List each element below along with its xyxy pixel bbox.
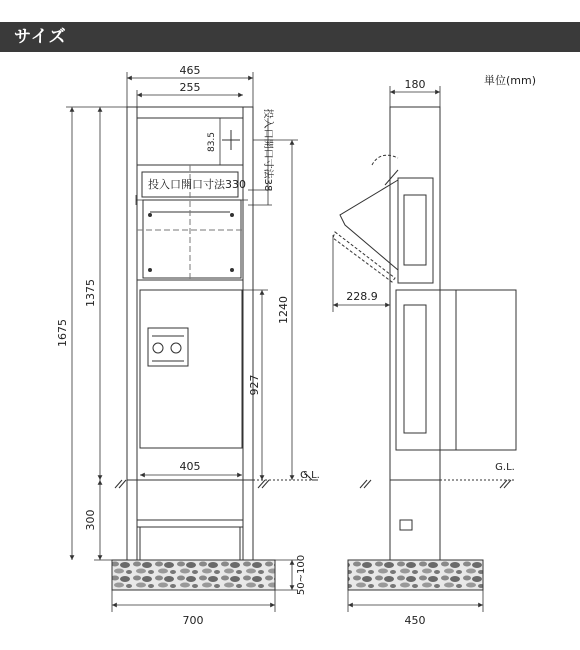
lower-box bbox=[140, 290, 242, 448]
right-post bbox=[243, 107, 253, 560]
dim-offset-small: 83.5 bbox=[207, 131, 217, 153]
dim-opening-width: 投入口開口寸法330 bbox=[148, 178, 246, 191]
dim-height-slot: 1240 bbox=[277, 296, 290, 324]
bottom-plate bbox=[137, 520, 243, 560]
left-post bbox=[127, 107, 137, 560]
unit-label: 単位(mm) bbox=[484, 74, 537, 87]
side-view bbox=[333, 107, 516, 560]
dim-flap-projection: 228.9 bbox=[346, 290, 378, 303]
dim-base-height: 50~100 bbox=[296, 554, 307, 596]
side-post bbox=[390, 107, 440, 560]
dim-width-inner: 255 bbox=[179, 81, 201, 94]
dim-height-above-gl: 1375 bbox=[84, 279, 97, 307]
section-title: サイズ bbox=[14, 27, 67, 47]
dim-side-base-width: 450 bbox=[404, 614, 426, 627]
front-stone-base bbox=[112, 560, 275, 590]
side-ground-marks bbox=[360, 480, 515, 488]
dim-height-total: 1675 bbox=[56, 319, 69, 347]
dim-side-depth: 180 bbox=[404, 78, 426, 91]
side-upper-box bbox=[398, 178, 433, 283]
dim-base-width: 700 bbox=[182, 614, 204, 627]
dim-opening-height: 投入口開口寸法38 bbox=[262, 108, 273, 192]
lock-panel bbox=[148, 328, 188, 366]
side-stone-base bbox=[348, 560, 483, 590]
dim-door-width: 405 bbox=[179, 460, 201, 473]
side-dimension-labels bbox=[346, 78, 515, 627]
open-flap bbox=[340, 180, 398, 270]
dim-width-total: 465 bbox=[179, 64, 201, 77]
dim-height-door: 927 bbox=[248, 374, 261, 396]
front-view bbox=[127, 107, 253, 560]
front-gl-label: G.L. bbox=[300, 470, 320, 481]
dim-embed-depth: 300 bbox=[84, 509, 97, 531]
side-gl-label: G.L. bbox=[495, 462, 515, 473]
